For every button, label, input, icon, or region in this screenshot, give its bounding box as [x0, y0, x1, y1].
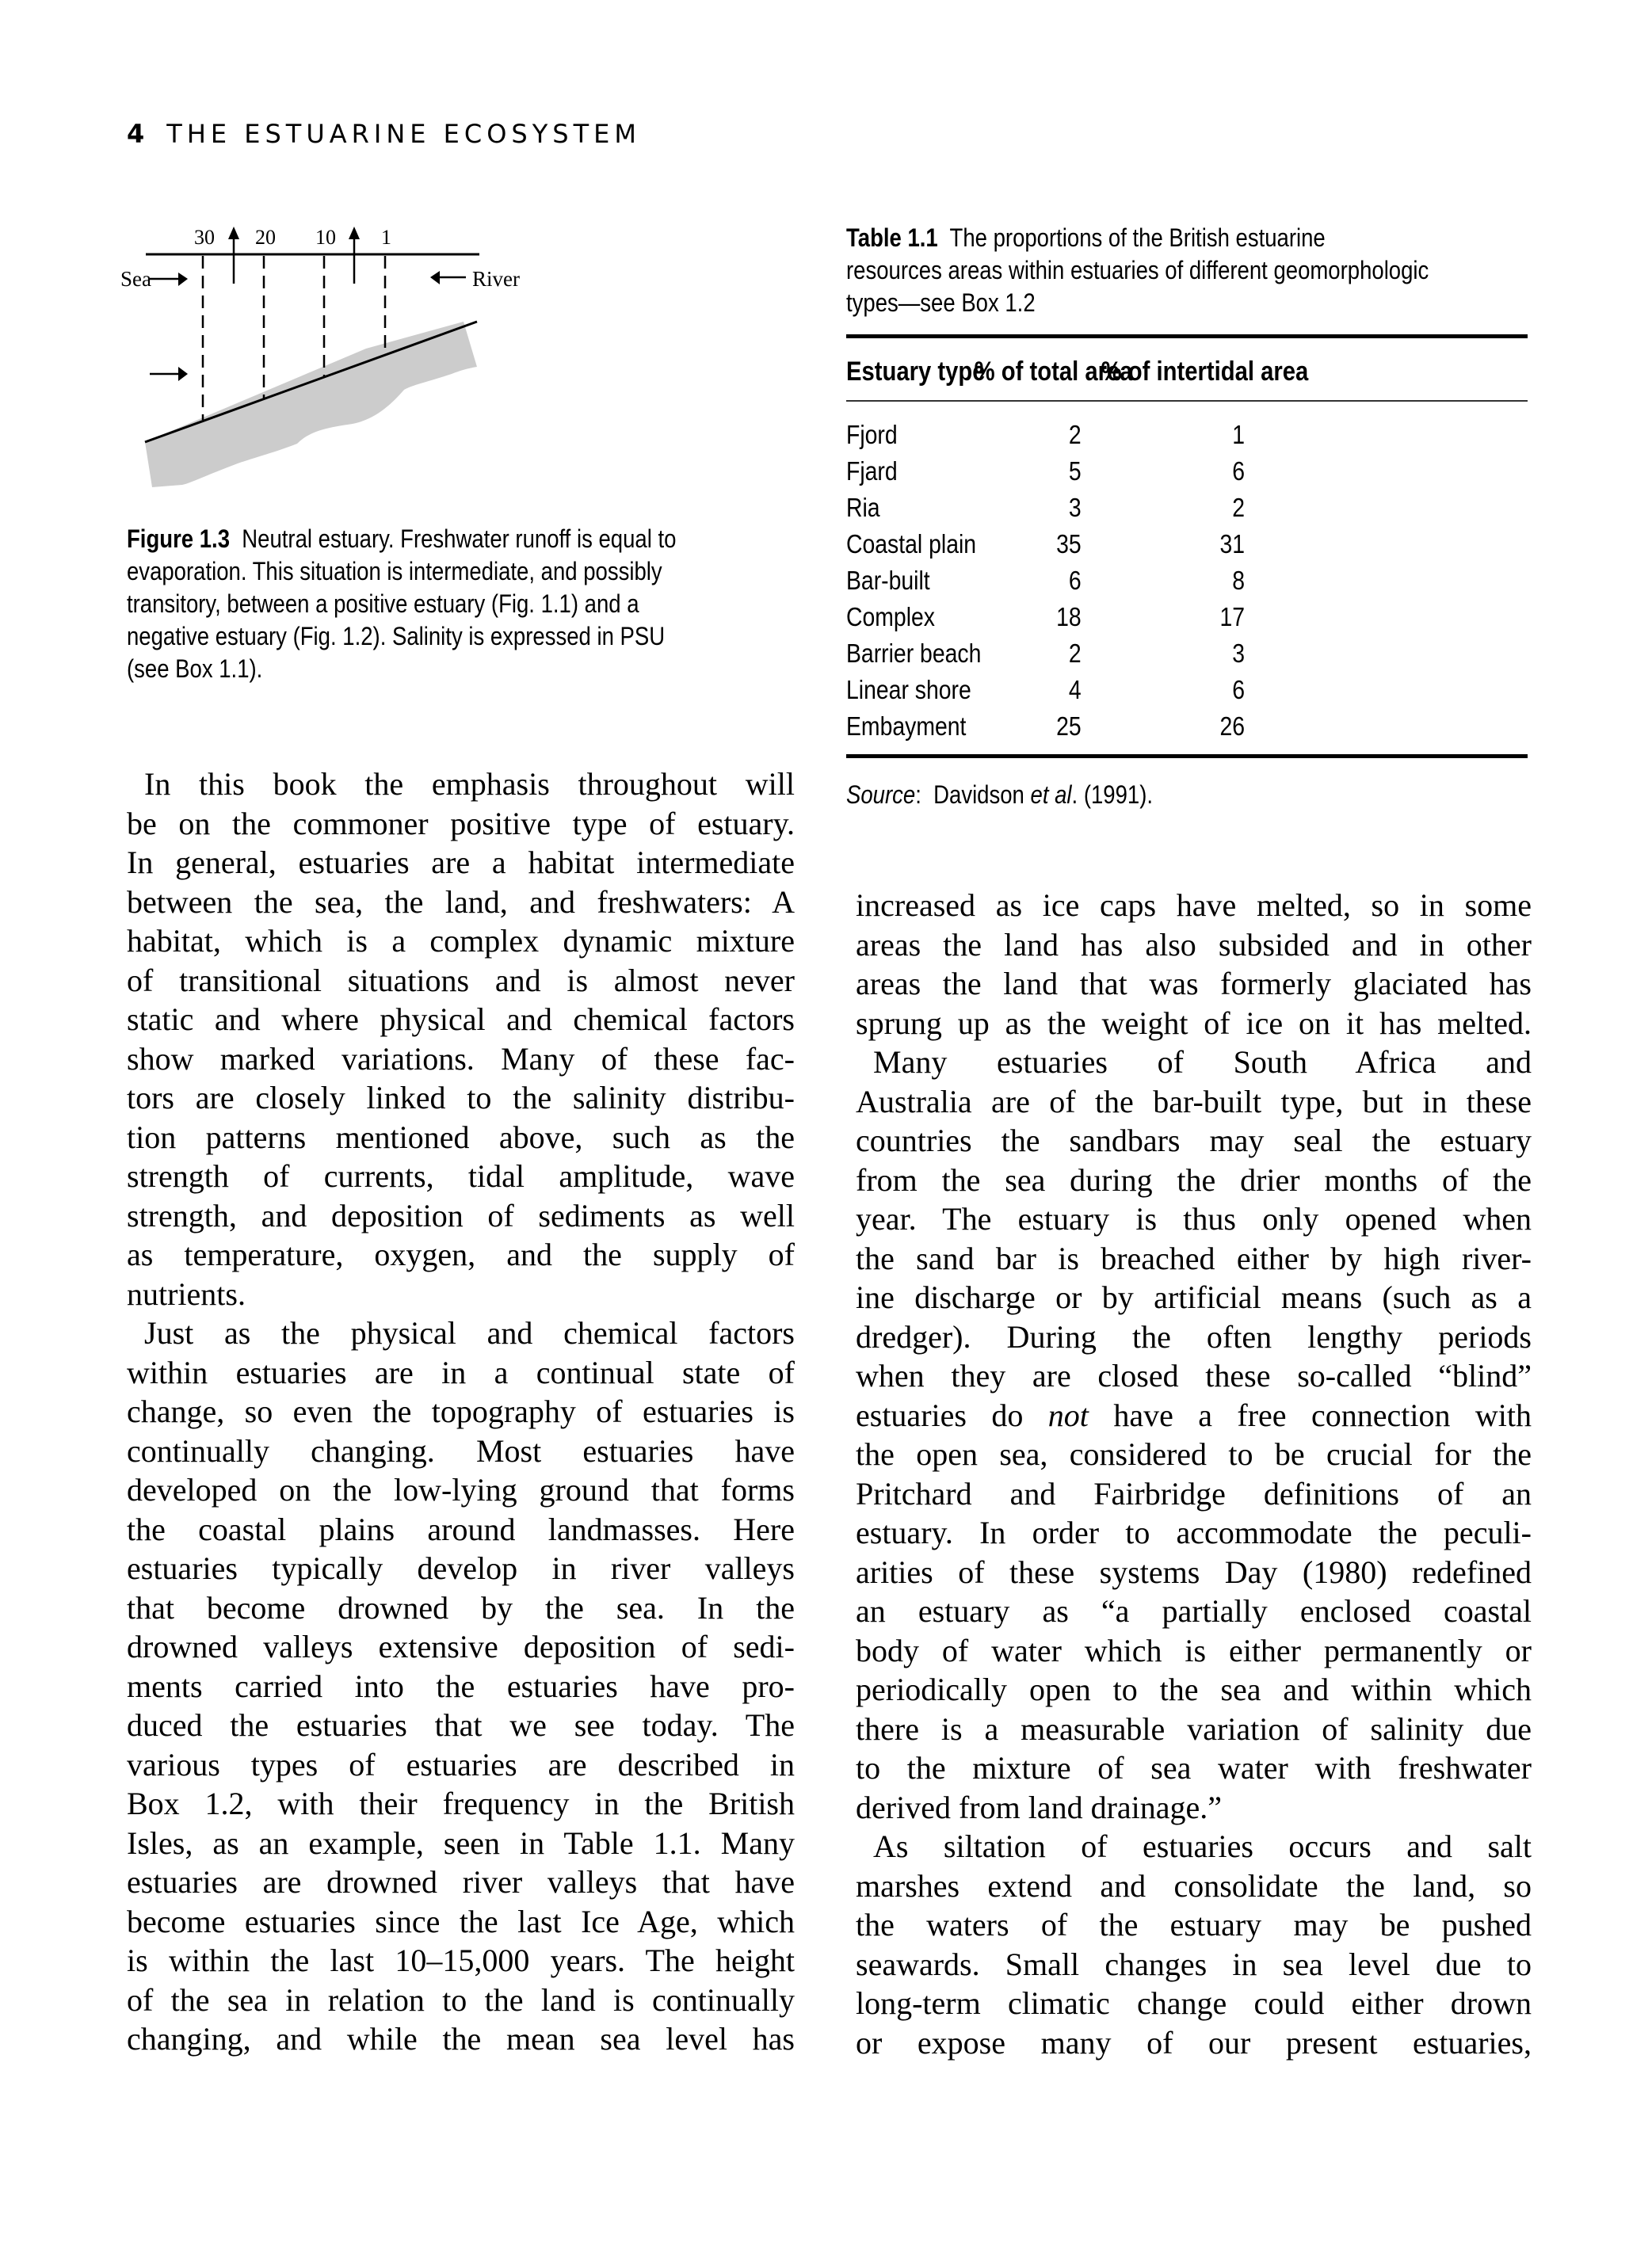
table-bottom-rule: [846, 754, 1528, 758]
text-line: of the sea in relation to the land is continually: [127, 1981, 795, 2018]
table-top-rule: [846, 334, 1528, 338]
text-line: within estuaries are in a continual state of: [127, 1354, 795, 1390]
text-line: between the sea, the land, and freshwaters: A: [127, 883, 795, 920]
text-line: Pritchard and Fairbridge definitions of an: [856, 1475, 1532, 1512]
cell-total: 35: [1056, 529, 1082, 559]
caption-line: resources areas within estuaries of different geomorphologic: [846, 256, 1429, 284]
text-line: the coastal plains around landmasses. Here: [127, 1511, 795, 1547]
text-line: habitat, which is a complex dynamic mixture: [127, 923, 795, 959]
text-line: or expose many of our present estuaries,: [856, 2024, 1532, 2061]
table-row: [846, 420, 1528, 456]
page-number: 4: [127, 119, 145, 149]
text-line: Isles, as an example, seen in Table 1.1. Many: [127, 1824, 795, 1861]
text-line: the sand bar is breached either by high river-: [856, 1240, 1532, 1276]
figure-caption-label: Figure 1.3: [127, 524, 230, 553]
header-estuary-type: Estuary type: [846, 356, 986, 387]
table-row: [846, 566, 1528, 602]
text-line: estuaries typically develop in river valleys: [127, 1550, 795, 1586]
figure-1-3-diagram: [111, 206, 745, 507]
text-line: marshes extend and consolidate the land, so: [856, 1867, 1532, 1904]
text-fragment: estuaries do: [856, 1397, 1048, 1433]
cell-type: Fjard: [846, 456, 898, 486]
text-line: ments carried into the estuaries have pro-: [127, 1668, 795, 1704]
cell-total: 2: [1068, 420, 1082, 449]
cell-type: Bar-built: [846, 566, 930, 595]
text-line: that become drowned by the sea. In the: [127, 1589, 795, 1626]
cell-total: 2: [1068, 639, 1082, 668]
text-line: seawards. Small changes in sea level due to: [856, 1946, 1532, 1982]
text-line: sprung up as the weight of ice on it has melted.: [856, 1005, 1532, 1041]
text-line: dredger). During the often lengthy periods: [856, 1318, 1532, 1355]
cell-type: Fjord: [846, 420, 898, 449]
cell-total: 18: [1056, 602, 1082, 631]
text-line: when they are closed these so-called “blind”: [856, 1358, 1532, 1394]
text-line: areas the land has also subsided and in other: [856, 926, 1532, 963]
river-label: River: [472, 267, 520, 291]
text-line: is within the last 10–15,000 years. The height: [127, 1943, 795, 1978]
text-line: there is a measurable variation of salinity due: [856, 1710, 1532, 1747]
text-line: be on the commoner positive type of estuary.: [127, 805, 795, 841]
source-label: Source: [846, 780, 916, 809]
text-line: [856, 1396, 1532, 1436]
caption-line: evaporation. This situation is intermediate, and possibly: [127, 557, 662, 585]
cell-type: Embayment: [846, 711, 967, 741]
text-line: ine discharge or by artificial means (such as a: [856, 1279, 1532, 1315]
cell-intertidal: 1: [1232, 420, 1246, 449]
salinity-label-30: 30: [194, 226, 215, 249]
cell-total: 4: [1068, 675, 1082, 704]
text-line: an estuary as “a partially enclosed coastal: [856, 1593, 1532, 1629]
running-head: [127, 119, 641, 149]
cell-intertidal: 8: [1232, 566, 1246, 595]
text-line: tion patterns mentioned above, such as the: [127, 1119, 795, 1155]
caption-line: negative estuary (Fig. 1.2). Salinity is expressed in PSU: [127, 622, 666, 650]
text-line: estuaries are drowned river valleys that have: [127, 1864, 795, 1900]
cell-intertidal: 17: [1219, 602, 1246, 631]
table-row: [846, 493, 1528, 529]
caption-line: (see Box 1.1).: [127, 654, 263, 683]
text-line: to the mixture of sea water with freshwater: [856, 1750, 1532, 1786]
text-line: derived from land drainage.”: [856, 1789, 1223, 1825]
cell-total: 25: [1056, 711, 1082, 741]
table-row: [846, 456, 1528, 493]
cell-total: 5: [1068, 456, 1082, 486]
text-line: Just as the physical and chemical factors: [144, 1315, 795, 1351]
table-caption-label: Table 1.1: [846, 223, 938, 252]
salinity-label-1: 1: [381, 226, 391, 249]
text-line: from the sea during the drier months of the: [856, 1161, 1532, 1198]
body-column-left: [127, 764, 795, 2059]
source-year: . (1991).: [1071, 780, 1154, 809]
cell-intertidal: 6: [1232, 675, 1246, 704]
table-row: [846, 602, 1528, 639]
cell-type: Coastal plain: [846, 529, 977, 559]
salinity-label-20: 20: [255, 226, 276, 249]
text-line: the open sea, considered to be crucial for the: [856, 1436, 1532, 1472]
sea-label: Sea: [120, 267, 151, 291]
caption-line: The proportions of the British estuarine: [949, 223, 1326, 252]
text-line: strength, and deposition of sediments as well: [127, 1197, 795, 1233]
text-line: show marked variations. Many of these fac-: [127, 1040, 795, 1077]
text-line: year. The estuary is thus only opened when: [856, 1201, 1532, 1237]
cell-type: Linear shore: [846, 675, 971, 704]
text-line: Australia are of the bar-built type, but in these: [856, 1083, 1532, 1119]
table-row: [846, 711, 1528, 748]
cell-intertidal: 2: [1232, 493, 1246, 522]
text-line: long-term climatic change could either drown: [856, 1985, 1532, 2021]
text-line: the waters of the estuary may be pushed: [856, 1907, 1532, 1943]
text-line: nutrients.: [127, 1275, 246, 1312]
land-shading: [145, 322, 477, 487]
text-line: change, so even the topography of estuaries is: [127, 1394, 795, 1429]
table-source: Source: Davidson et al. (1991).: [846, 780, 1154, 809]
text-line: periodically open to the sea and within which: [856, 1672, 1532, 1707]
caption-line: types—see Box 1.2: [846, 288, 1036, 317]
table-row: [846, 639, 1528, 675]
running-head-title: THE ESTUARINE ECOSYSTEM: [166, 119, 641, 149]
text-line: In general, estuaries are a habitat intermediate: [127, 845, 795, 880]
italic-emphasis: not: [1047, 1397, 1089, 1433]
text-line: duced the estuaries that we see today. The: [127, 1707, 795, 1743]
body-column-right: [856, 886, 1532, 2062]
header-intertidal-area: % of intertidal area: [1101, 356, 1309, 387]
caption-line: Neutral estuary. Freshwater runoff is equal to: [242, 524, 677, 553]
text-line: Many estuaries of South Africa and: [873, 1044, 1532, 1080]
cell-total: 3: [1068, 493, 1082, 522]
text-line: changing, and while the mean sea level has: [127, 2021, 795, 2057]
text-line: body of water which is either permanently or: [856, 1632, 1532, 1668]
figure-caption: [127, 523, 679, 685]
text-line: Box 1.2, with their frequency in the British: [127, 1786, 795, 1821]
source-etal: et al: [1030, 780, 1072, 809]
text-line: estuary. In order to accommodate the peculi-: [856, 1515, 1532, 1550]
text-line: developed on the low-lying ground that forms: [127, 1472, 795, 1508]
salinity-label-10: 10: [315, 226, 336, 249]
text-line: As siltation of estuaries occurs and salt: [873, 1828, 1532, 1864]
cell-total: 6: [1068, 566, 1082, 595]
text-line: continually changing. Most estuaries have: [127, 1432, 795, 1469]
table-body: [846, 420, 1528, 748]
text-line: become estuaries since the last Ice Age, which: [127, 1903, 795, 1939]
cell-type: Barrier beach: [846, 639, 982, 668]
table-header-rule: [846, 400, 1528, 402]
header-total-area: % of total area: [974, 356, 1133, 387]
text-line: static and where physical and chemical factors: [127, 1001, 795, 1037]
text-line: as temperature, oxygen, and the supply of: [127, 1237, 795, 1272]
cell-intertidal: 6: [1232, 456, 1246, 486]
cell-type: Ria: [846, 493, 880, 522]
text-line: various types of estuaries are described in: [127, 1746, 795, 1782]
source-author: Davidson: [933, 780, 1024, 809]
text-line: increased as ice caps have melted, so in some: [856, 887, 1532, 923]
text-line: strength of currents, tidal amplitude, wave: [127, 1158, 795, 1194]
text-line: In this book the emphasis throughout will: [144, 766, 795, 802]
text-line: tors are closely linked to the salinity distribu-: [127, 1080, 795, 1115]
text-line: countries the sandbars may seal the estuary: [856, 1123, 1532, 1158]
caption-line: transitory, between a positive estuary (Fig. 1.1) and a: [127, 589, 639, 618]
table-row: [846, 529, 1528, 566]
text-line: of transitional situations and is almost never: [127, 962, 795, 998]
table-row: [846, 675, 1528, 711]
cell-intertidal: 31: [1219, 529, 1246, 559]
cell-intertidal: 3: [1232, 639, 1246, 668]
cell-type: Complex: [846, 602, 935, 631]
table-caption: [846, 222, 1528, 319]
text-fragment: have a free connection with: [1088, 1397, 1532, 1433]
text-line: drowned valleys extensive deposition of sedi-: [127, 1629, 795, 1664]
text-line: arities of these systems Day (1980) redefined: [856, 1554, 1532, 1590]
text-line: areas the land that was formerly glaciated has: [856, 966, 1532, 1001]
cell-intertidal: 26: [1219, 711, 1246, 741]
